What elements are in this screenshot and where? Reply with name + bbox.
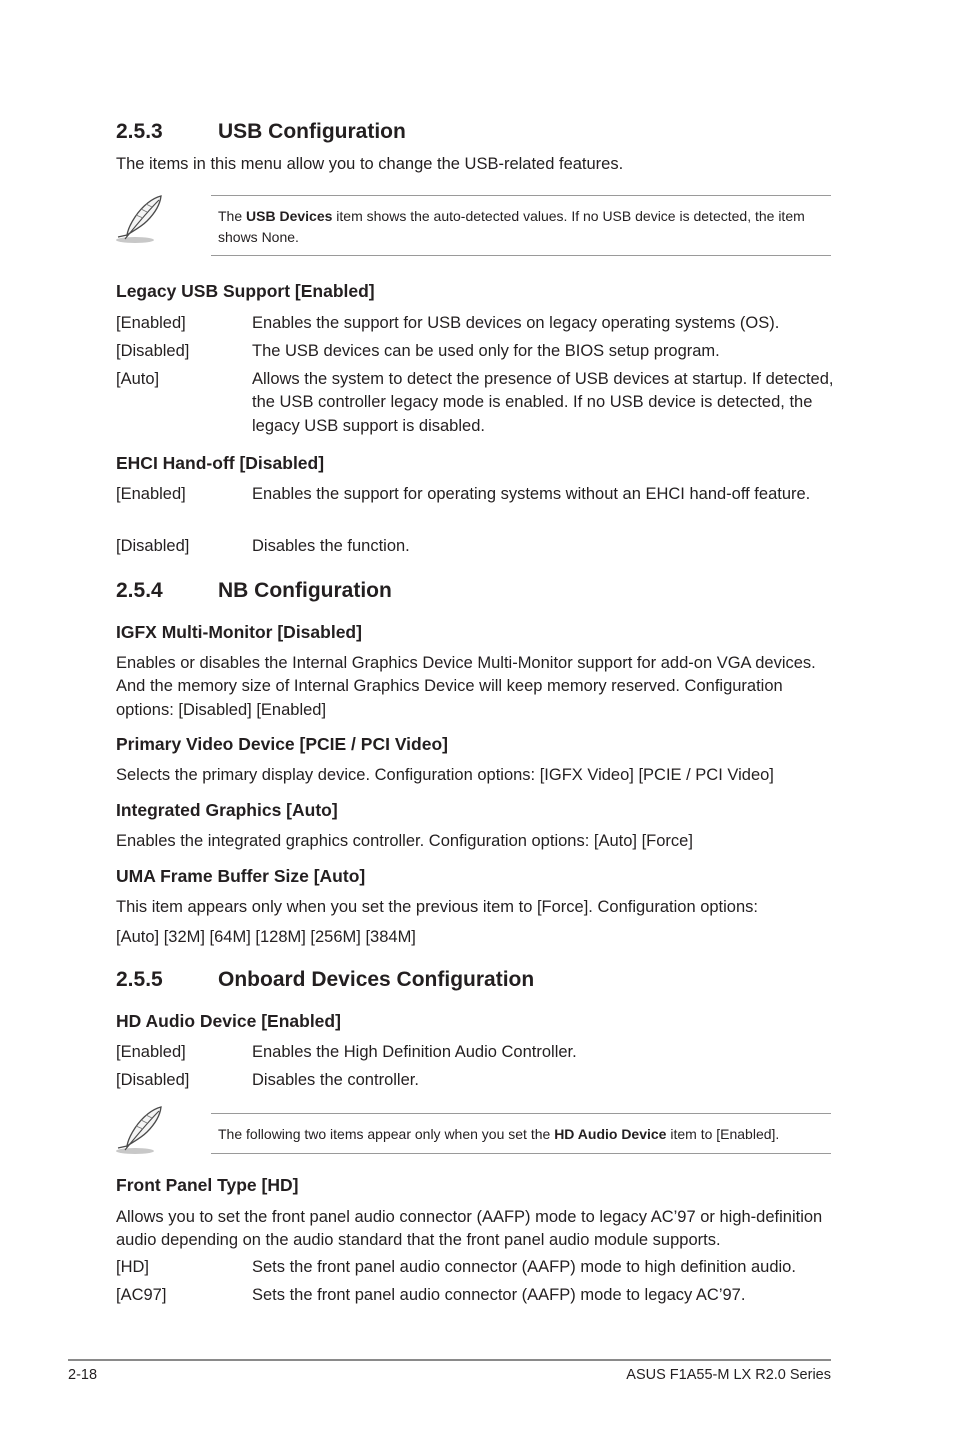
item-body-igfx: Enables or disables the Internal Graphics Device Multi-Monitor support for add-on VGA devices. And the memory size of Internal Graphics Device will keep memory reserved. Configuration options: [Disabled] [Enabled] — [116, 654, 816, 719]
section-title: Onboard Devices Configuration — [218, 968, 535, 991]
item-heading-front-panel: Front Panel Type [HD] — [116, 1175, 299, 1195]
note-text-bold: USB Devices — [246, 208, 333, 224]
note-text-bold: HD Audio Device — [554, 1126, 667, 1142]
note-divider-top — [211, 1113, 831, 1114]
note-text — [218, 1124, 828, 1145]
item-body-front-panel: Allows you to set the front panel audio connector (AAFP) mode to legacy AC’97 or high-definition audio depending on the audio standard that the front panel audio module supports. — [116, 1208, 823, 1250]
item-body-primary-video: Selects the primary display device. Configuration options: [IGFX Video] [PCIE / PCI Video] — [116, 766, 774, 784]
section-number: 2.5.4 — [116, 579, 163, 602]
item-heading-integrated-graphics: Integrated Graphics [Auto] — [116, 800, 338, 820]
option-row — [116, 340, 836, 363]
option-desc: Enables the support for USB devices on legacy operating systems (OS). — [252, 314, 780, 332]
option-key: [HD] — [116, 1258, 149, 1276]
option-row — [116, 483, 836, 506]
item-body-uma-line1: This item appears only when you set the previous item to [Force]. Configuration options: — [116, 898, 758, 916]
section-number: 2.5.3 — [116, 120, 163, 143]
footer-divider — [68, 1359, 831, 1361]
option-desc: Disables the controller. — [252, 1071, 419, 1089]
section-title: NB Configuration — [218, 579, 392, 602]
note-text-pre: The — [218, 208, 247, 224]
option-key: [Enabled] — [116, 1043, 186, 1061]
option-key: [Enabled] — [116, 314, 186, 332]
section-heading-2-5-3 — [116, 120, 406, 144]
note-text-post: item shows the auto-detected values. If no USB device is detected, the item shows None. — [218, 208, 805, 245]
option-key: [AC97] — [116, 1286, 167, 1304]
note-divider-top — [211, 195, 831, 196]
option-row — [116, 1284, 836, 1307]
item-heading-primary-video: Primary Video Device [PCIE / PCI Video] — [116, 734, 448, 754]
option-key: [Enabled] — [116, 485, 186, 503]
item-heading-hd-audio: HD Audio Device [Enabled] — [116, 1011, 341, 1031]
option-row — [116, 535, 836, 558]
section-heading-2-5-5 — [116, 968, 534, 992]
page-number: 2-18 — [68, 1367, 98, 1383]
item-heading-igfx: IGFX Multi-Monitor [Disabled] — [116, 622, 362, 642]
item-body-integrated-graphics: Enables the integrated graphics controller. Configuration options: [Auto] [Force] — [116, 832, 693, 850]
option-key: [Disabled] — [116, 342, 190, 360]
note-text-post: item to [Enabled]. — [666, 1126, 780, 1142]
option-row — [116, 1256, 836, 1279]
pen-note-icon — [113, 1104, 173, 1154]
option-desc: Allows the system to detect the presence of USB devices at startup. If detected, the USB controller legacy mode is enabled. If no USB device is detected, the legacy USB support is disabled. — [252, 370, 834, 435]
note-divider-bottom — [211, 1153, 831, 1154]
option-desc: Enables the High Definition Audio Controller. — [252, 1043, 577, 1061]
option-desc: Disables the function. — [252, 537, 410, 555]
item-heading-legacy-usb: Legacy USB Support [Enabled] — [116, 281, 375, 301]
product-name: ASUS F1A55-M LX R2.0 Series — [626, 1367, 831, 1383]
note-text-pre: The following two items appear only when you set the — [218, 1126, 555, 1142]
item-heading-ehci: EHCI Hand-off [Disabled] — [116, 453, 325, 473]
item-heading-uma: UMA Frame Buffer Size [Auto] — [116, 866, 366, 886]
option-row — [116, 368, 836, 438]
option-desc: The USB devices can be used only for the BIOS setup program. — [252, 342, 720, 360]
option-key: [Disabled] — [116, 537, 190, 555]
option-key: [Disabled] — [116, 1071, 190, 1089]
item-body-uma-line2: [Auto] [32M] [64M] [128M] [256M] [384M] — [116, 928, 416, 946]
section-intro: The items in this menu allow you to change the USB-related features. — [116, 155, 624, 173]
option-desc: Sets the front panel audio connector (AAFP) mode to legacy AC’97. — [252, 1286, 746, 1304]
note-divider-bottom — [211, 255, 831, 256]
option-row — [116, 312, 836, 335]
option-desc: Enables the support for operating systems without an EHCI hand-off feature. — [252, 485, 811, 503]
section-heading-2-5-4 — [116, 579, 392, 603]
note-text — [218, 206, 828, 247]
option-row — [116, 1041, 836, 1064]
section-title: USB Configuration — [218, 120, 406, 143]
option-row — [116, 1069, 836, 1092]
section-number: 2.5.5 — [116, 968, 163, 991]
option-desc: Sets the front panel audio connector (AAFP) mode to high definition audio. — [252, 1258, 796, 1276]
pen-note-icon — [113, 193, 173, 243]
option-key: [Auto] — [116, 370, 160, 388]
